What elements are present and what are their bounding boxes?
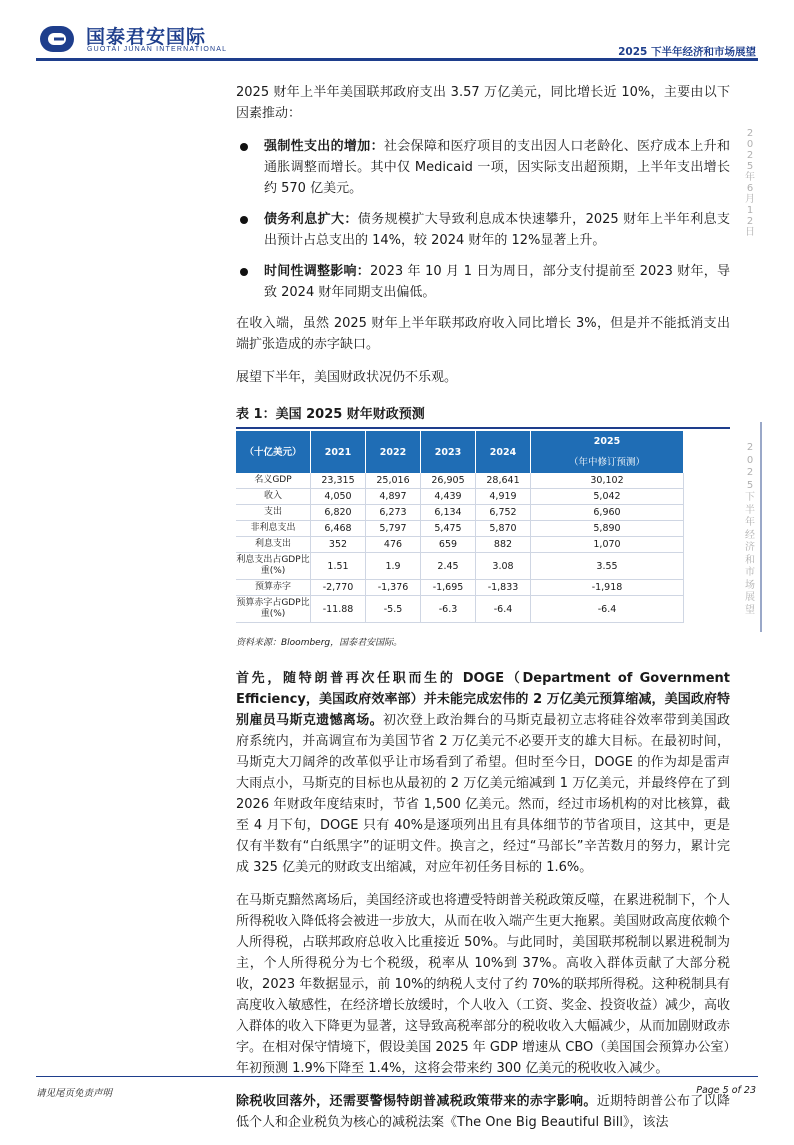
table-cell: 28,641 [476,473,531,489]
fiscal-forecast-table [236,431,684,623]
list-item [236,261,730,303]
column-header-forecast [531,431,684,473]
column-header-year: 2021 [311,431,366,473]
table-cell: -5.5 [366,596,421,623]
row-label: 支出 [236,505,311,521]
column-header-year: 2023 [421,431,476,473]
table-cell: 6,820 [311,505,366,521]
footer-disclaimer: 请见尾页免责声明 [36,1088,113,1099]
brand-name-cn: 国泰君安国际 [86,26,207,48]
row-label: 预算赤字 [236,580,311,596]
table-cell: 3.55 [531,553,684,580]
table-cell: -2,770 [311,580,366,596]
table-cell: -11.88 [311,596,366,623]
table-cell: 5,797 [366,521,421,537]
table-caption: 表 1：美国 2025 财年财政预测 [236,407,425,422]
table-cell: 4,050 [311,489,366,505]
bullet-text: 2023 年 10 月 1 日为周日，部分支付提前至 2023 财年，导致 2024 财年同期支出偏低。 [264,264,730,300]
table-cell: -6.3 [421,596,476,623]
table-row [236,553,684,580]
table-header-row [236,431,684,473]
table-cell: -6.4 [531,596,684,623]
table-cell: 4,439 [421,489,476,505]
bullet-icon [240,143,248,151]
table-cell: 6,134 [421,505,476,521]
table-cell: 26,905 [421,473,476,489]
bullet-lead: 时间性调整影响： [264,264,371,279]
revenue-paragraph: 在收入端，虽然 2025 财年上半年联邦政府收入同比增长 3%，但是并不能抵消支出端扩张造成的赤字缺口。 [236,316,730,352]
tax-cut-paragraph [236,1091,730,1133]
row-label: 名义GDP [236,473,311,489]
table-cell: 1,070 [531,537,684,553]
table-body [236,473,684,623]
table-row [236,473,684,489]
table-cell: 6,960 [531,505,684,521]
bullet-lead: 债务利息扩大： [264,212,358,227]
table-cell: 6,468 [311,521,366,537]
table-cell: 5,870 [476,521,531,537]
table-cell: 2.45 [421,553,476,580]
bullet-text: 债务规模扩大导致利息成本快速攀升，2025 财年上半年利息支出预计占总支出的 14%，较 2024 财年的 12%显著上升。 [264,212,730,248]
table-cell: 6,752 [476,505,531,521]
list-item [236,209,730,251]
table-cell: 659 [421,537,476,553]
table-row [236,596,684,623]
table-cell: -1,833 [476,580,531,596]
doge-lead: 首先，随特朗普再次任职而生的 DOGE（Department of Government Efficiency，美国政府效率部）并未能完成宏伟的 2 万亿美元预算缩减，美国政府特别雇员马斯克遗憾离场。 [236,671,730,728]
row-label: 收入 [236,489,311,505]
row-label: 利息支出占GDP比重(%) [236,553,311,580]
list-item [236,136,730,199]
report-title: 2025 下半年经济和市场展望 [618,46,756,58]
table-cell: 4,919 [476,489,531,505]
header-divider [36,58,758,61]
caption-divider [236,427,730,429]
page-number: Page 5 of 23 [696,1085,756,1096]
bullet-icon [240,268,248,276]
table-cell: -1,918 [531,580,684,596]
side-date: 2025年6月12日 [745,128,755,238]
row-label: 非利息支出 [236,521,311,537]
table-cell: 5,042 [531,489,684,505]
table-row [236,505,684,521]
table-row [236,537,684,553]
table-cell: 352 [311,537,366,553]
table-cell: 6,273 [366,505,421,521]
intro-paragraph: 2025 财年上半年美国联邦政府支出 3.57 万亿美元，同比增长近 10%，主要由以下因素推动： [236,85,730,121]
table-cell: 5,890 [531,521,684,537]
doge-text: 初次登上政治舞台的马斯克最初立志将硅谷效率带到美国政府系统内，并高调宣布为美国节省 2 万亿美元不必要开支的雄大目标。在最初时间，马斯克大刀阔斧的改革似乎让市场看到了希望。但时至今日，DOGE 的作为却是雷声大雨点小，马斯克的目标也从最初的 2 万亿美元缩减到 1 万亿美元，并最终停在了到 2026 年财政年度结束时，节省 1,500 亿美元。然而，经过市场机构的对比核算，截至 4 月下旬，DOGE 只有 40%是逐项列出且有具体细节的节省项目，这其中，更是仅有半数有“白纸黑字”的证明文件。换言之，经过“马部长”辛苦数月的努力，累计完成 325 亿美元的财政支出缩减，对应年初任务目标的 1.6%。 [236,713,730,875]
main-content [236,82,730,1145]
tax-cut-lead: 除税收回落外，还需要警惕特朗普减税政策带来的赤字影响。 [236,1094,597,1109]
table-cell: 4,897 [366,489,421,505]
table-cell: 23,315 [311,473,366,489]
bullet-text: 社会保障和医疗项目的支出因人口老龄化、医疗成本上升和通胀调整而增长。其中仅 Medicaid 一项，因实际支出超预期，上半年支出增长约 570 亿美元。 [264,139,730,196]
bullet-icon [240,216,248,224]
tax-paragraph: 在马斯克黯然离场后，美国经济或也将遭受特朗普关税政策反噬，在累进税制下，个人所得税收入降低将会被进一步放大，从而在收入端产生更大拖累。美国财政高度依赖个人所得税，占联邦政府总收入比重接近 50%。与此同时，美国联邦税制以累进税制为主，个人所得税分为七个税级，税率从 10%到 37%。高收入群体贡献了大部分税收，2023 年数据显示，前 10%的纳税人支付了约 70%的联邦所得税。这种税制具有高度收入敏感性，在经济增长放缓时，个人收入（工资、奖金、投资收益）减少，高收入群体的收入下降更为显著，这导致高税率部分的税收收入大幅减少，从而加剧财政赤字。在相对保守情境下，假设美国 2025 年 GDP 增速从 CBO（美国国会预算办公室）年初预测 1.9%下降至 1.4%，这将会带来约 300 亿美元的税收收入减少。 [236,893,731,1076]
table-cell: -1,376 [366,580,421,596]
table-row [236,580,684,596]
table-cell: 25,016 [366,473,421,489]
column-header-year: 2022 [366,431,421,473]
table-cell: 882 [476,537,531,553]
guotai-logo-icon [36,22,78,56]
spending-drivers-list [236,136,730,303]
side-report-title: 2025下半年经济和市场展望 [745,442,755,616]
table-sources: 资料来源：Bloomberg，国泰君安国际。 [236,638,403,648]
forecast-year: 2025 [593,436,621,447]
table-row [236,489,684,505]
page-header [0,0,794,62]
table-cell: 1.9 [366,553,421,580]
column-header-unit: （十亿美元） [236,431,311,473]
table-cell: -6.4 [476,596,531,623]
table-cell: 5,475 [421,521,476,537]
side-accent-bar [760,422,762,632]
table-cell: 476 [366,537,421,553]
outlook-paragraph: 展望下半年，美国财政状况仍不乐观。 [236,370,458,385]
tax-cut-text: 近期特朗普公布了以降低个人和企业税负为核心的减税法案《The One Big Beautiful Bill》，该法 [236,1094,730,1130]
row-label: 利息支出 [236,537,311,553]
table-cell: 1.51 [311,553,366,580]
forecast-note: （年中修订预测） [568,457,645,468]
footer-divider [36,1076,758,1077]
bullet-lead: 强制性支出的增加： [264,139,384,154]
brand-name-en: GUOTAI JUNAN INTERNATIONAL [87,46,228,53]
column-header-year: 2024 [476,431,531,473]
row-label: 预算赤字占GDP比重(%) [236,596,311,623]
table-cell: 3.08 [476,553,531,580]
table-cell: 30,102 [531,473,684,489]
table-row [236,521,684,537]
doge-paragraph [236,668,730,878]
table-cell: -1,695 [421,580,476,596]
